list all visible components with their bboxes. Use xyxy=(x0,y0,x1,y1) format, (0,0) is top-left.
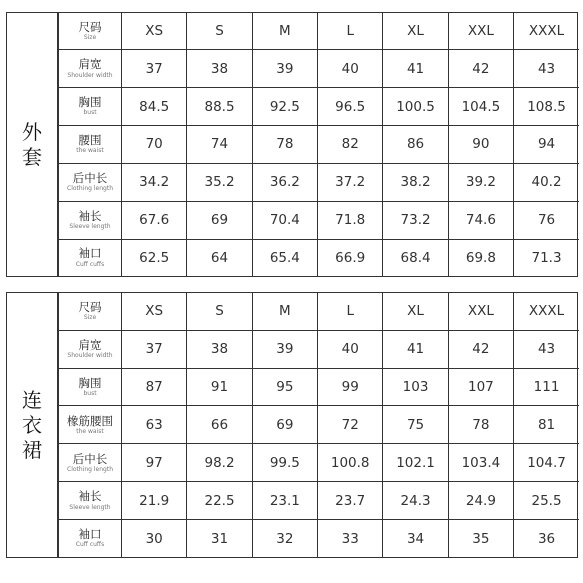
row-label xyxy=(59,293,122,330)
measurement-cell: 104.5 xyxy=(448,88,513,126)
jacket-size-chart xyxy=(6,12,578,277)
measurement-cell: 82 xyxy=(318,126,383,164)
measurement-row xyxy=(59,88,580,126)
measurement-cell: 97 xyxy=(122,444,187,482)
measurement-cell: 62.5 xyxy=(122,239,187,276)
measurement-cell: 25.5 xyxy=(514,482,579,520)
row-label xyxy=(59,201,122,239)
measurement-cell: 78 xyxy=(448,406,513,444)
measurement-cell: 65.4 xyxy=(252,239,317,276)
size-header-row xyxy=(59,293,580,330)
row-label xyxy=(59,406,122,444)
measurement-cell: 100.8 xyxy=(318,444,383,482)
measurement-cell: 32 xyxy=(252,520,317,557)
row-label xyxy=(59,50,122,88)
dress-size-chart xyxy=(6,292,578,558)
dress-title-char: 衣 xyxy=(22,412,42,437)
measurement-cell: 74.6 xyxy=(448,201,513,239)
measurement-cell: 24.3 xyxy=(383,482,448,520)
measurement-cell: 74 xyxy=(187,126,252,164)
measurement-cell: 67.6 xyxy=(122,201,187,239)
size-header-cell: M xyxy=(252,13,317,50)
size-header-cell: XXXL xyxy=(514,13,579,50)
measurement-cell: 37.2 xyxy=(318,163,383,201)
measurement-cell: 39 xyxy=(252,330,317,368)
row-label-en: Sleeve length xyxy=(69,503,111,511)
measurement-cell: 22.5 xyxy=(187,482,252,520)
row-label-en: Shoulder width xyxy=(67,351,113,359)
measurement-row xyxy=(59,126,580,164)
row-label-en: the waist xyxy=(76,427,104,435)
measurement-cell: 33 xyxy=(318,520,383,557)
measurement-cell: 42 xyxy=(448,50,513,88)
measurement-cell: 35.2 xyxy=(187,163,252,201)
row-label-cn: 肩宽 xyxy=(78,337,102,352)
measurement-cell: 69.8 xyxy=(448,239,513,276)
jacket-section-label xyxy=(7,13,58,276)
row-label xyxy=(59,163,122,201)
measurement-cell: 41 xyxy=(383,50,448,88)
measurement-row xyxy=(59,239,580,276)
measurement-row xyxy=(59,330,580,368)
measurement-cell: 43 xyxy=(514,330,579,368)
measurement-cell: 111 xyxy=(514,368,579,406)
measurement-cell: 99.5 xyxy=(252,444,317,482)
measurement-cell: 38.2 xyxy=(383,163,448,201)
measurement-cell: 104.7 xyxy=(514,444,579,482)
measurement-cell: 96.5 xyxy=(318,88,383,126)
measurement-cell: 30 xyxy=(122,520,187,557)
measurement-cell: 64 xyxy=(187,239,252,276)
measurement-cell: 34 xyxy=(383,520,448,557)
size-header-cell: XXXL xyxy=(514,293,579,330)
jacket-title-char: 套 xyxy=(22,144,42,169)
measurement-cell: 40 xyxy=(318,50,383,88)
measurement-cell: 39 xyxy=(252,50,317,88)
measurement-cell: 42 xyxy=(448,330,513,368)
measurement-cell: 87 xyxy=(122,368,187,406)
dress-title-char: 连 xyxy=(22,387,42,412)
row-label xyxy=(59,482,122,520)
size-header-cell: XS xyxy=(122,293,187,330)
measurement-cell: 31 xyxy=(187,520,252,557)
row-label xyxy=(59,330,122,368)
measurement-cell: 38 xyxy=(187,330,252,368)
row-label-cn: 袖长 xyxy=(78,489,102,504)
measurement-cell: 66.9 xyxy=(318,239,383,276)
measurement-cell: 40.2 xyxy=(514,163,579,201)
measurement-cell: 94 xyxy=(514,126,579,164)
size-header-row xyxy=(59,13,580,50)
row-label xyxy=(59,239,122,276)
measurement-cell: 35 xyxy=(448,520,513,557)
row-label-en: bust xyxy=(83,389,97,397)
measurement-row xyxy=(59,50,580,88)
measurement-cell: 102.1 xyxy=(383,444,448,482)
measurement-cell: 73.2 xyxy=(383,201,448,239)
row-label-en: Cuff cuffs xyxy=(75,541,105,549)
row-label-en: the waist xyxy=(76,147,104,155)
measurement-cell: 75 xyxy=(383,406,448,444)
row-label-cn: 尺码 xyxy=(78,299,102,314)
measurement-cell: 63 xyxy=(122,406,187,444)
measurement-cell: 40 xyxy=(318,330,383,368)
measurement-cell: 39.2 xyxy=(448,163,513,201)
row-label-cn: 后中长 xyxy=(72,451,108,466)
row-label-en: bust xyxy=(83,109,97,117)
measurement-cell: 103.4 xyxy=(448,444,513,482)
measurement-row xyxy=(59,444,580,482)
row-label-en: Shoulder width xyxy=(67,71,113,79)
size-header-cell: S xyxy=(187,13,252,50)
row-label-cn: 袖口 xyxy=(78,527,102,542)
size-header-cell: M xyxy=(252,293,317,330)
measurement-cell: 95 xyxy=(252,368,317,406)
size-header-cell: L xyxy=(318,293,383,330)
dress-section-label xyxy=(7,293,58,557)
measurement-cell: 72 xyxy=(318,406,383,444)
row-label-en: Sleeve length xyxy=(69,222,111,230)
measurement-cell: 90 xyxy=(448,126,513,164)
size-header-cell: L xyxy=(318,13,383,50)
dress-size-table xyxy=(58,293,579,557)
row-label-cn: 胸围 xyxy=(78,375,102,390)
measurement-cell: 23.1 xyxy=(252,482,317,520)
row-label-cn: 尺码 xyxy=(78,19,102,34)
size-header-cell: XL xyxy=(383,293,448,330)
row-label xyxy=(59,368,122,406)
measurement-cell: 98.2 xyxy=(187,444,252,482)
measurement-cell: 69 xyxy=(187,201,252,239)
size-header-cell: XL xyxy=(383,13,448,50)
row-label xyxy=(59,520,122,557)
row-label-en: Size xyxy=(83,314,97,322)
measurement-cell: 41 xyxy=(383,330,448,368)
measurement-cell: 86 xyxy=(383,126,448,164)
row-label-cn: 后中长 xyxy=(72,170,108,185)
row-label xyxy=(59,88,122,126)
measurement-row xyxy=(59,406,580,444)
row-label-cn: 肩宽 xyxy=(78,57,102,72)
measurement-cell: 100.5 xyxy=(383,88,448,126)
row-label-cn: 橡筋腰围 xyxy=(67,413,113,428)
measurement-cell: 71.3 xyxy=(514,239,579,276)
measurement-cell: 91 xyxy=(187,368,252,406)
measurement-cell: 99 xyxy=(318,368,383,406)
measurement-row xyxy=(59,201,580,239)
row-label-en: Clothing length xyxy=(67,465,113,473)
measurement-row xyxy=(59,482,580,520)
size-header-cell: XS xyxy=(122,13,187,50)
row-label-cn: 腰围 xyxy=(78,133,102,148)
size-header-cell: S xyxy=(187,293,252,330)
row-label-cn: 胸围 xyxy=(78,95,102,110)
jacket-title-char: 外 xyxy=(22,119,42,144)
measurement-row xyxy=(59,368,580,406)
measurement-cell: 69 xyxy=(252,406,317,444)
measurement-cell: 23.7 xyxy=(318,482,383,520)
measurement-cell: 108.5 xyxy=(514,88,579,126)
size-header-cell: XXL xyxy=(448,13,513,50)
measurement-cell: 70.4 xyxy=(252,201,317,239)
measurement-cell: 71.8 xyxy=(318,201,383,239)
measurement-cell: 24.9 xyxy=(448,482,513,520)
measurement-cell: 92.5 xyxy=(252,88,317,126)
row-label-en: Size xyxy=(83,34,97,42)
measurement-cell: 34.2 xyxy=(122,163,187,201)
row-label-cn: 袖长 xyxy=(78,208,102,223)
measurement-cell: 88.5 xyxy=(187,88,252,126)
row-label xyxy=(59,126,122,164)
measurement-cell: 76 xyxy=(514,201,579,239)
measurement-cell: 81 xyxy=(514,406,579,444)
measurement-cell: 21.9 xyxy=(122,482,187,520)
measurement-cell: 37 xyxy=(122,50,187,88)
row-label xyxy=(59,13,122,50)
size-header-cell: XXL xyxy=(448,293,513,330)
measurement-cell: 78 xyxy=(252,126,317,164)
row-label xyxy=(59,444,122,482)
measurement-cell: 66 xyxy=(187,406,252,444)
measurement-row xyxy=(59,163,580,201)
measurement-cell: 70 xyxy=(122,126,187,164)
measurement-cell: 103 xyxy=(383,368,448,406)
measurement-cell: 36 xyxy=(514,520,579,557)
row-label-en: Clothing length xyxy=(67,185,113,193)
row-label-en: Cuff cuffs xyxy=(75,260,105,268)
measurement-cell: 84.5 xyxy=(122,88,187,126)
measurement-cell: 107 xyxy=(448,368,513,406)
measurement-cell: 37 xyxy=(122,330,187,368)
measurement-cell: 36.2 xyxy=(252,163,317,201)
row-label-cn: 袖口 xyxy=(78,246,102,261)
dress-title-char: 裙 xyxy=(22,437,42,462)
measurement-cell: 38 xyxy=(187,50,252,88)
jacket-size-table xyxy=(58,13,579,276)
measurement-row xyxy=(59,520,580,557)
measurement-cell: 43 xyxy=(514,50,579,88)
measurement-cell: 68.4 xyxy=(383,239,448,276)
